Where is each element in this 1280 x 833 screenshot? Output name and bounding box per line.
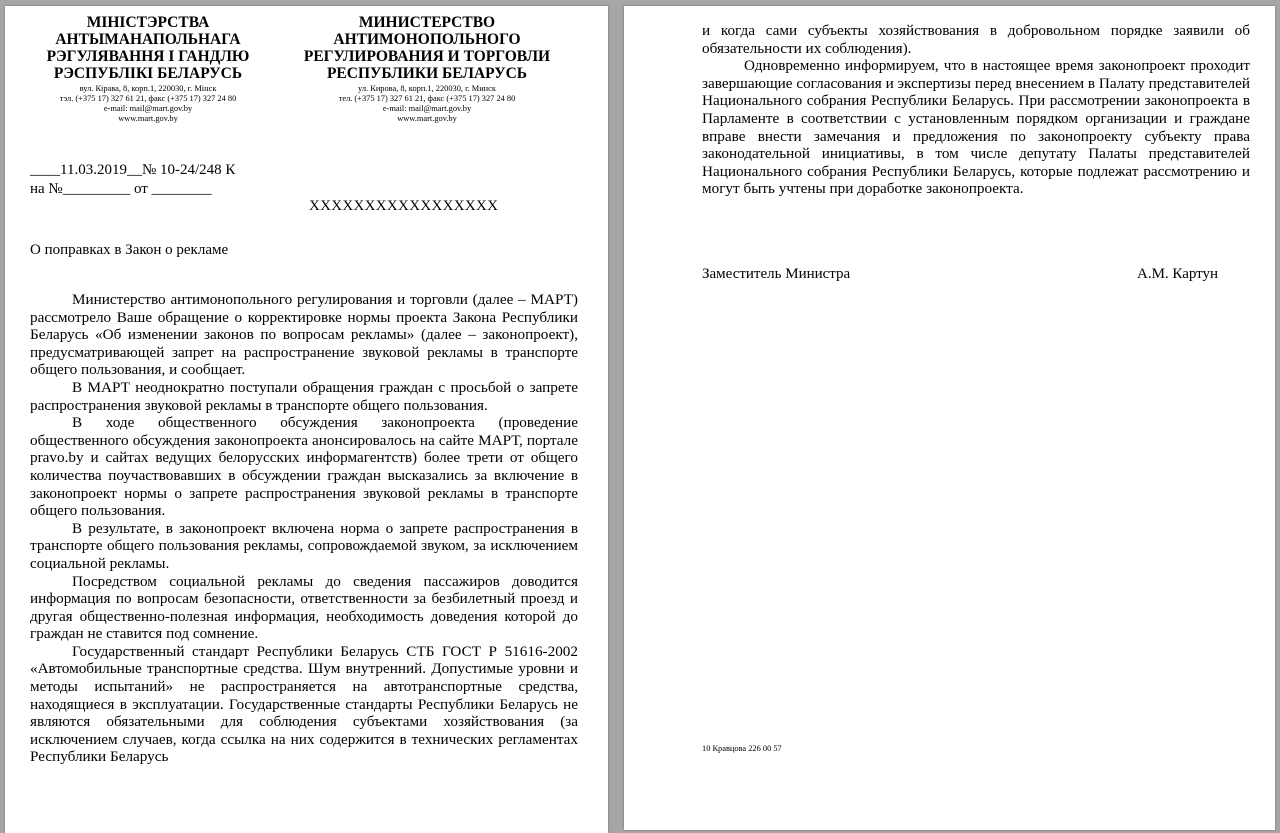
address-by: вул. Кірава, 8, корп.1, 220030, г. Мінск [79, 84, 217, 93]
website-by: www.mart.gov.by [118, 114, 178, 123]
phone-ru: тел. (+375 17) 327 61 21, факс (+375 17) 327 24 80 [338, 94, 516, 103]
ministry-name-by-line-2: АНТЫМАНАПОЛЬНАГА [55, 31, 241, 48]
address-ru: ул. Кирова, 8, корп.1, 220030, г. Минск [358, 84, 496, 93]
ministry-name-ru-line-4: РЕСПУБЛИКИ БЕЛАРУСЬ [326, 65, 528, 82]
paragraph: В результате, в законопроект включена норма о запрете распространения в транспорте общего пользования рекламы, сопровождаемой звуком, за исключением социальной рекламы. [30, 519, 578, 572]
letter-body-page-1 [30, 291, 578, 766]
recipient: XXXXXXXXXXXXXXXXX [309, 198, 499, 214]
document-page-2 [624, 6, 1275, 830]
ministry-name-ru-line-2: АНТИМОНОПОЛЬНОГО [333, 31, 521, 48]
document-page-1 [5, 6, 608, 833]
paragraph: В МАРТ неоднократно поступали обращения граждан с просьбой о запрете распространения звуковой рекламы в транспорте общего пользования. [30, 378, 578, 414]
paragraph-continuation: и когда сами субъекты хозяйствования в добровольном порядке заявили об обязательности их соблюдения). [702, 22, 1250, 57]
paragraph: Государственный стандарт Республики Беларусь СТБ ГОСТ Р 51616-2002 «Автомобильные транспортные средства. Шум внутренний. Допустимые уровни и методы испытаний» не распространяется на автотранспортные средства, находящиеся в эксплуатации. Государственные стандарты Республики Беларусь не являются обязательными для соблюдения субъектами хозяйствования (за исключением случаев, когда ссылка на них содержится в технических регламентах Республики Беларусь [30, 642, 578, 766]
paragraph: Одновременно информируем, что в настоящее время законопроект проходит завершающие согласования и экспертизы перед внесением в Палату представителей Национального собрания Республики Беларусь. При рассмотрении законопроекта в Парламенте в соответствии с установленным порядком организации и граждане вправе внести замечания и предложения по законопроекту субъекту права законодательной инициативы, в том числе депутату Палаты представителей Национального собрания Республики Беларусь, которые подлежат рассмотрению и могут быть учтены при доработке законопроекта. [702, 57, 1250, 198]
ministry-name-ru-line-1: МИНИСТЕРСТВО [358, 14, 496, 31]
ministry-name-by-line-4: РЭСПУБЛІКІ БЕЛАРУСЬ [53, 65, 243, 82]
registration-number: ____11.03.2019__№ 10-24/248 К [30, 162, 236, 178]
ministry-name-by-line-3: РЭГУЛЯВАННЯ І ГАНДЛЮ [46, 48, 250, 65]
paragraph: Министерство антимонопольного регулирования и торговли (далее – МАРТ) рассмотрело Ваше обращение о корректировке нормы проекта Закона Республики Беларусь «Об изменении законов по вопросам рекламы» (далее – законопроект), предусматривающей запрет на распространение звуковой рекламы в транспорте общего пользования, и сообщает. [30, 291, 578, 379]
website-ru: www.mart.gov.by [397, 114, 457, 123]
email-ru: e-mail: mail@mart.gov.by [382, 104, 472, 113]
ministry-name-ru-line-3: РЕГУЛИРОВАНИЯ И ТОРГОВЛИ [303, 48, 551, 65]
letterhead-russian [299, 14, 555, 124]
signatory-title: Заместитель Министра [702, 266, 851, 282]
signatory-name: А.М. Картун [1137, 266, 1219, 282]
paragraph: Посредством социальной рекламы до сведения пассажиров доводится информация по вопросам безопасности, ответственности за безбилетный проезд и другая общественно-полезная информация, необходимость доведения которой до граждан не ставится под сомнение. [30, 572, 578, 643]
ministry-name-by-line-1: МІНІСТЭРСТВА [86, 14, 210, 31]
letter-subject: О поправках в Закон о рекламе [30, 242, 229, 258]
executor-note: 10 Кравцова 226 00 57 [702, 744, 782, 753]
paragraph: В ходе общественного обсуждения законопроекта (проведение общественного обсуждения законопроекта анонсировалось на сайте МАРТ, портале pravo.by и сайтах ведущих белорусских информагентств) более трети от общего количества поучаствовавших в обсуждении граждан высказались за включение в законопроект нормы о запрете распространения звуковой рекламы в транспорте общего пользования. [30, 414, 578, 520]
email-by: e-mail: mail@mart.gov.by [103, 104, 193, 113]
letterhead-belarusian [28, 14, 268, 124]
phone-by: тэл. (+375 17) 327 61 21, факс (+375 17) 327 24 80 [59, 94, 237, 103]
reply-reference: на №_________ от ________ [30, 181, 212, 197]
letter-body-page-2 [702, 22, 1250, 198]
